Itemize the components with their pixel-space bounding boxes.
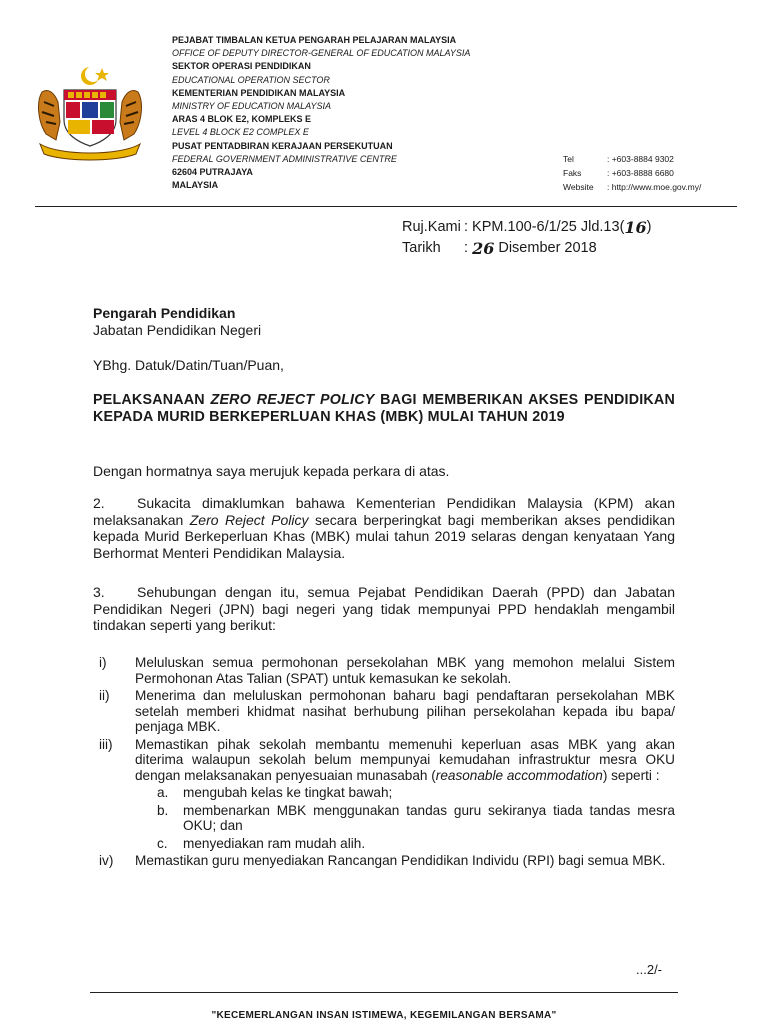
list-item-text-a: Memastikan pihak sekolah membantu memenuhi keperluan asas MBK yang akan diterima walaupun sekolah belum mempunyai kemudahan infrastruktur mesra OKU dengan melaksanakan penyesuaian munasabah ( xyxy=(135,736,675,783)
list-item-number: i) xyxy=(99,655,107,670)
page-continuation-marker: ...2/- xyxy=(636,962,663,977)
paragraph-2 xyxy=(93,495,679,561)
letterhead-line: KEMENTERIAN PENDIDIKAN MALAYSIA xyxy=(172,87,346,98)
subject-italic: ZERO REJECT POLICY xyxy=(210,392,375,408)
contact-value: : +603-8884 9302 xyxy=(607,154,674,164)
letterhead-line: EDUCATIONAL OPERATION SECTOR xyxy=(172,74,330,85)
reference-block xyxy=(402,217,652,259)
list-item xyxy=(93,737,675,784)
recipient-block xyxy=(93,305,675,338)
recipient-org: Jabatan Pendidikan Negeri xyxy=(93,321,262,338)
letterhead-line: LEVEL 4 BLOCK E2 COMPLEX E xyxy=(172,127,309,138)
contact-label: Tel xyxy=(563,154,574,164)
reference-label: Ruj.Kami xyxy=(402,219,461,235)
paragraph-3 xyxy=(93,584,675,634)
date-rest: Disember 2018 xyxy=(494,240,597,256)
list-item-text: Memastikan guru menyediakan Rancangan Pendidikan Individu (RPI) bagi semua MBK. xyxy=(135,853,666,868)
list-item-number: iii) xyxy=(99,736,113,752)
sub-list-item xyxy=(135,836,675,852)
contact-row xyxy=(563,180,701,194)
sub-list-item xyxy=(135,803,675,834)
contact-label: Faks xyxy=(563,168,582,178)
list-item xyxy=(93,655,675,686)
letterhead-line: OFFICE OF DEPUTY DIRECTOR-GENERAL OF EDUCATION MALAYSIA xyxy=(172,48,471,59)
contact-value[interactable]: : http://www.moe.gov.my/ xyxy=(607,182,702,192)
paragraph-3-text: Sehubungan dengan itu, semua Pejabat Pendidikan Daerah (PPD) dan Jabatan Pendidikan Negeri (JPN) bagi negeri yang tidak mempunyai PPD hendaklah mengambil tindakan seperti yang berikut: xyxy=(93,584,675,633)
paragraph-2-italic: Zero Reject Policy xyxy=(189,511,309,528)
reference-value: : KPM.100-6/1/25 Jld.13( xyxy=(464,219,625,235)
reference-close: ) xyxy=(646,219,652,235)
letterhead-line: MALAYSIA xyxy=(172,180,219,191)
contact-label: Website xyxy=(563,182,594,192)
sub-list-item-letter: c. xyxy=(157,835,168,851)
sub-list-item-letter: a. xyxy=(157,785,169,800)
footer-divider xyxy=(90,992,678,993)
paragraph-3-number: 3. xyxy=(93,584,105,600)
footer-motto: "KECEMERLANGAN INSAN ISTIMEWA, KEGEMILANGAN BERSAMA" xyxy=(211,1010,557,1021)
paragraph-2-number: 2. xyxy=(93,495,105,511)
action-list xyxy=(93,655,675,871)
malaysia-coat-of-arms-icon xyxy=(30,62,150,162)
sub-list-item-text: membenarkan MBK menggunakan tandas guru sekiranya tiada tandas mesra OKU; dan xyxy=(183,802,675,833)
paragraph-2-text-b: secara berperingkat bagi memberikan akses pendidikan kepada Murid Berkeperluan Khas (MBK) mulai tahun 2019 selaras dengan kenyataan Yang Berhormat Menteri Pendidikan Malaysia. xyxy=(93,511,679,561)
sub-list-item-text: menyediakan ram mudah alih. xyxy=(183,835,366,851)
contact-row xyxy=(563,152,701,166)
sub-list-item-text: mengubah kelas ke tingkat bawah; xyxy=(183,785,393,800)
sub-list-item xyxy=(135,785,675,801)
paragraph-2-text-a: Sukacita dimaklumkan bahawa Kementerian Pendidikan Malaysia (KPM) akan melaksanakan xyxy=(93,495,679,528)
list-item-number: iv) xyxy=(99,853,114,868)
list-item-text: Meluluskan semua permohonan persekolahan MBK yang memohon melalui Sistem Permohonan Atas Talian (SPAT) untuk kemasukan ke sekolah. xyxy=(135,655,675,686)
letterhead-line: FEDERAL GOVERNMENT ADMINISTRATIVE CENTRE xyxy=(172,153,397,164)
date-handwritten-day: 26 xyxy=(472,239,495,258)
list-item-text: Menerima dan meluluskan permohonan baharu bagi pendaftaran persekolahan MBK setelah memberi khidmat nasihat berhubung pilihan persekolahan kepada ibu bapa/ penjaga MBK. xyxy=(135,688,675,734)
letterhead-line: MINISTRY OF EDUCATION MALAYSIA xyxy=(172,101,332,112)
paragraph-1: Dengan hormatnya saya merujuk kepada perkara di atas. xyxy=(93,463,450,479)
letter-date xyxy=(402,238,652,259)
header-divider xyxy=(35,206,737,207)
letterhead-line: SEKTOR OPERASI PENDIDIKAN xyxy=(172,61,311,72)
letterhead-contact xyxy=(563,152,701,194)
date-label: Tarikh xyxy=(402,240,441,256)
list-item-text-b: ) seperti : xyxy=(602,767,660,783)
subject-heading xyxy=(93,392,680,425)
letterhead-line: ARAS 4 BLOK E2, KOMPLEKS E xyxy=(172,114,312,125)
list-item-italic: reasonable accommodation xyxy=(435,767,603,783)
letterhead-address xyxy=(172,34,470,192)
subject-part-1: PELAKSANAAN xyxy=(93,392,211,408)
contact-row xyxy=(563,166,701,180)
reference-number xyxy=(402,217,652,238)
contact-value: : +603-8888 6680 xyxy=(607,168,674,178)
letterhead-line: PEJABAT TIMBALAN KETUA PENGARAH PELAJARAN MALAYSIA xyxy=(172,35,457,45)
reference-handwritten-number: 16 xyxy=(624,218,647,237)
date-colon: : xyxy=(464,240,473,256)
list-item xyxy=(93,853,675,869)
list-item-text xyxy=(135,737,675,784)
list-item-number: ii) xyxy=(99,688,110,703)
sub-list-item-letter: b. xyxy=(157,802,169,818)
sub-list xyxy=(93,785,675,851)
letterhead-line: PUSAT PENTADBIRAN KERAJAAN PERSEKUTUAN xyxy=(172,140,393,151)
salutation: YBhg. Datuk/Datin/Tuan/Puan, xyxy=(93,357,284,373)
letterhead-line: 62604 PUTRAJAYA xyxy=(172,167,253,178)
list-item xyxy=(93,688,675,735)
recipient-title: Pengarah Pendidikan xyxy=(93,305,236,321)
subject-part-2: BAGI MEMBERIKAN AKSES PENDIDIKAN KEPADA MURID BERKEPERLUAN KHAS (MBK) MULAI TAHUN 2019 xyxy=(93,392,680,425)
